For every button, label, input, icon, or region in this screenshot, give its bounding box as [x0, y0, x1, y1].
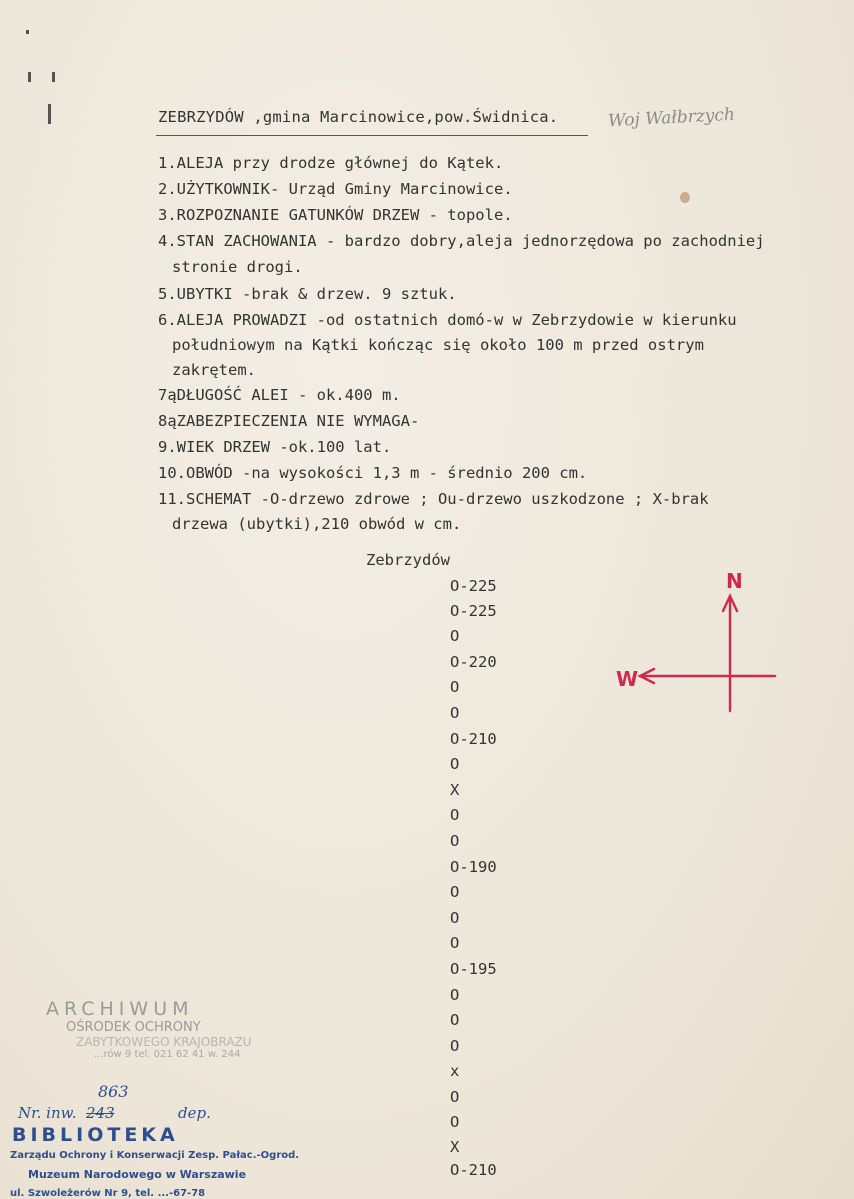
- archive-stamp-line: OŚRODEK OCHRONY: [66, 1020, 201, 1035]
- archive-stamp-line: ZABYTKOWEGO KRAJOBRAZU: [76, 1035, 252, 1049]
- stain: [680, 192, 690, 203]
- document-heading: ZEBRZYDÓW ,gmina Marcinowice,pow.Świdnica.: [158, 108, 559, 126]
- item-2: 2.UŻYTKOWNIK- Urząd Gminy Marcinowice.: [158, 180, 513, 198]
- tree-entry: O: [450, 986, 460, 1004]
- tree-entry: O: [450, 704, 460, 722]
- tree-entry: O: [450, 678, 460, 696]
- tree-entry: O: [450, 1037, 460, 1055]
- tree-entry: X: [450, 781, 460, 799]
- item-3: 3.ROZPOZNANIE GATUNKÓW DRZEW - topole.: [158, 206, 513, 224]
- archive-stamp-address: ...rów 9 tel. 021 62 41 w. 244: [94, 1049, 241, 1060]
- binding-mark: [48, 104, 51, 124]
- item-9: 9.WIEK DRZEW -ok.100 lat.: [158, 438, 392, 456]
- tree-entry: O: [450, 934, 460, 952]
- compass-drawing: [610, 566, 780, 716]
- binding-mark: [28, 72, 31, 82]
- binding-mark: [52, 72, 55, 82]
- library-stamp-inventory: Nr. inw.: [18, 1104, 77, 1122]
- item-7: 7ąDŁUGOŚĆ ALEI - ok.400 m.: [158, 386, 401, 404]
- tree-entry: O-210: [450, 1161, 497, 1179]
- handwritten-note: Woj Wałbrzych: [607, 104, 736, 132]
- item-6: 6.ALEJA PROWADZI -od ostatnich domó-w w Zebrzydowie w kierunku: [158, 311, 737, 329]
- item-5: 5.UBYTKI -brak & drzew. 9 sztuk.: [158, 285, 457, 303]
- schema-title: Zebrzydów: [366, 551, 450, 569]
- item-6-cont2: zakrętem.: [172, 361, 256, 379]
- tree-entry: O-225: [450, 602, 497, 620]
- tree-entry: O: [450, 627, 460, 645]
- tree-entry: O-195: [450, 960, 497, 978]
- tree-entry: O: [450, 806, 460, 824]
- tree-entry: X: [450, 1138, 460, 1156]
- library-stamp-struck-number: 243: [86, 1104, 115, 1122]
- item-6-cont: południowym na Kątki kończąc się około 100 m przed ostrym: [172, 336, 704, 354]
- compass-north-label: N: [726, 569, 743, 593]
- tree-entry: O-190: [450, 858, 497, 876]
- item-11-cont: drzewa (ubytki),210 obwód w cm.: [172, 515, 462, 533]
- tree-entry: x: [450, 1062, 460, 1080]
- tree-entry: O: [450, 883, 460, 901]
- item-11: 11.SCHEMAT -O-drzewo zdrowe ; Ou-drzewo uszkodzone ; X-brak: [158, 490, 709, 508]
- library-stamp-address: ul. Szwoleżerów Nr 9, tel. ...-67-78: [10, 1188, 206, 1199]
- tree-entry: O-225: [450, 577, 497, 595]
- tree-entry: O: [450, 755, 460, 773]
- library-stamp-number: 863: [98, 1082, 129, 1101]
- archive-stamp-title: ARCHIWUM: [46, 998, 194, 1020]
- tree-entry: O: [450, 1088, 460, 1106]
- library-stamp-line: Muzeum Narodowego w Warszawie: [28, 1168, 247, 1181]
- tree-entry: O-220: [450, 653, 497, 671]
- item-8: 8ąZABEZPIECZENIA NIE WYMAGA-: [158, 412, 420, 430]
- tree-entry: O: [450, 909, 460, 927]
- tree-entry: O: [450, 1011, 460, 1029]
- item-10: 10.OBWÓD -na wysokości 1,3 m - średnio 200 cm.: [158, 464, 588, 482]
- item-1: 1.ALEJA przy drodze głównej do Kątek.: [158, 154, 504, 172]
- library-stamp-line: Zarządu Ochrony i Konserwacji Zesp. Pałac.-Ogrod.: [10, 1150, 300, 1161]
- library-stamp-dep: dep.: [178, 1104, 211, 1122]
- item-4-cont: stronie drogi.: [172, 258, 303, 276]
- archive-stamp: [46, 998, 252, 1060]
- tree-entry: O: [450, 832, 460, 850]
- tree-entry: O-210: [450, 730, 497, 748]
- library-stamp-title: BIBLIOTEKA: [12, 1124, 179, 1146]
- item-4: 4.STAN ZACHOWANIA - bardzo dobry,aleja jednorzędowa po zachodniej: [158, 232, 765, 250]
- compass-west-label: W: [616, 667, 639, 691]
- heading-underline: [156, 135, 588, 136]
- binding-mark: [26, 30, 29, 34]
- tree-entry: O: [450, 1113, 460, 1131]
